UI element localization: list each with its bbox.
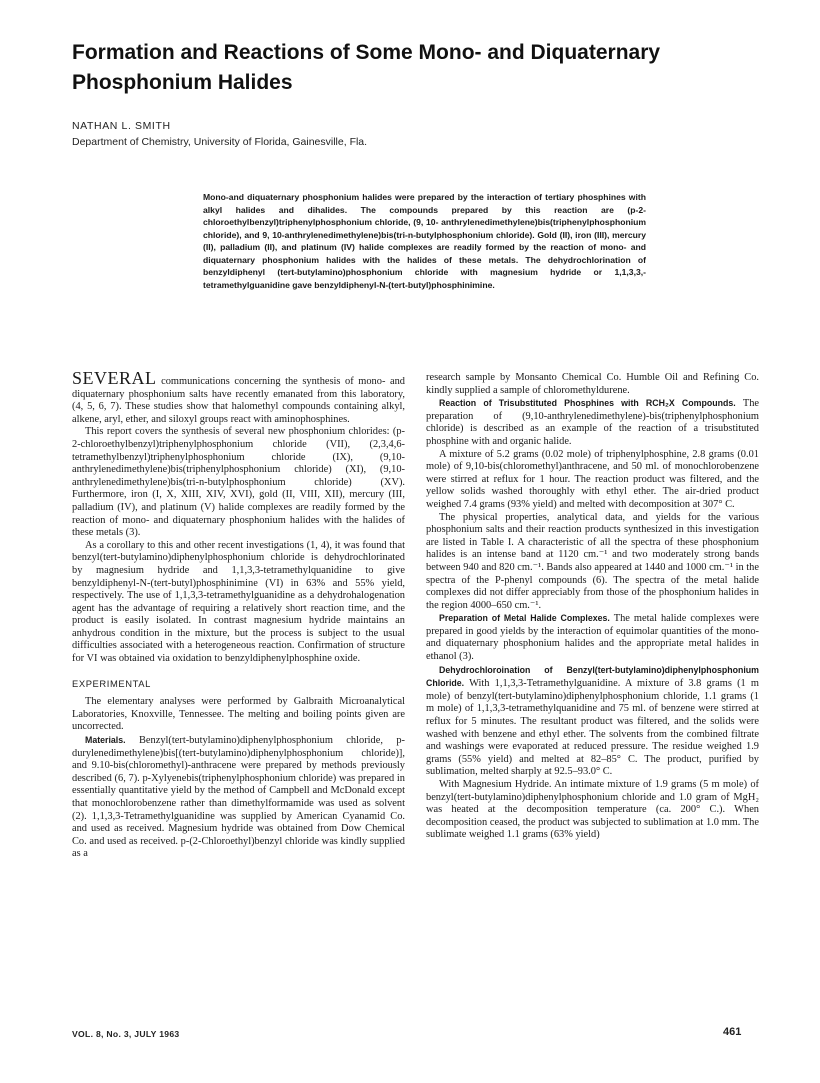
reaction-text: The preparation of (9,10-anthrylenedimethylene)-bis(triphenylphosphonium chloride) is described as an example of the reaction of a trisubstituted phosphine with and organic halide.: [426, 398, 759, 447]
dehydrochlorination-label: Dehydrochloroination of Benzyl(tert-butylamino)diphenylphosphonium Chloride.: [426, 664, 759, 689]
journal-footer: VOL. 8, No. 3, JULY 1963: [72, 1029, 180, 1039]
paragraph-metal-complexes: [426, 612, 759, 663]
author-name: NATHAN L. SMITH: [72, 120, 171, 132]
section-heading-experimental: EXPERIMENTAL: [72, 677, 151, 689]
paragraph-spectra: The physical properties, analytical data, and yields for the various phosphonium salts and their reaction products synthesized in this investigation are listed in Table I. A characteristic of all the spectra of these phosphonium halides is an intense band at 1120 cm.⁻¹ and two moderately strong bands between 940 and 820 cm.⁻¹. Bands also appeared at 1440 and 1000 cm.⁻¹ in the spectra of the P-phenyl compounds (6). The spectra of the metal halide complexes did not differ appreciably from those of the phosphonium halides in the region 4000–650 cm.⁻¹.: [426, 511, 759, 611]
paragraph-procedure: A mixture of 5.2 grams (0.02 mole) of triphenylphosphine, 2.8 grams (0.01 mole) of 9,10-bis(chloromethyl)anthracene, and 50 ml. of monochlorobenzene were stirred at reflux for 1 hour. The reaction product was filtered, and the yellow solids washed thoroughly with ethyl ether. The air-dried product weighed 7.4 grams (93% yield) and melted with decomposition at 307° C.: [426, 448, 759, 510]
article-title: Formation and Reactions of Some Mono- and Diquaternary Phosphonium Halides: [72, 41, 661, 94]
paragraph-scope: This report covers the synthesis of several new phosphonium chlorides: (p-2-chloroethylbenzyl)triphenylphosphonium chloride (VII), (2,3,4,6-tetramethylbenzyl)triphenylphosphonium chloride (IX), (9,10-anthrylenedimethylene)bis(triphenylphosphonium chloride) (XI), (9,10-anthrylenedimethylene)bis(tri-n-butylphosphonium chloride) (XV). Furthermore, iron (I, X, XIII, XIV, XVI), gold (II, VIII, XII), mercury (III, palladium (IV), and platinum (V) halide complexes are readily formed by the reaction of mono- and diquaternary phosphonium halides with the halides of these metals (3).: [72, 426, 405, 539]
metal-complexes-text: The metal halide complexes were prepared in good yields by the interaction of equimolar quantities of the mono- and diquaternary phosphonium halides and the appropriate metal halides in ethanol (3).: [426, 613, 759, 663]
materials-label: Materials.: [85, 735, 126, 746]
paragraph-materials: [72, 734, 405, 861]
intro-text: communications concerning the synthesis of mono- and diquaternary phosphonium salts have recently emanated from this laboratory, (4, 5, 6, 7). These studies show that halomethyl compounds containing alkyl, alkene, aryl, ether, and siloxyl groups react with aminophosphines.: [72, 376, 405, 425]
paragraph-analyses: The elementary analyses were performed by Galbraith Microanalytical Laboratories, Knoxville, Tennessee. The melting and boiling points given are uncorrected.: [72, 696, 405, 733]
drop-cap-word: SEVERAL: [72, 368, 157, 388]
dehydrochlorination-text: With 1,1,3,3-Tetramethylguanidine. A mixture of 3.8 grams (1 m mole) of benzyl(tert-butylamino)diphenylphosphonium chloride, 1.1 grams (1 m mole) of 1,1,3,3-tetramethylquanidine and 75 ml. of benzene were stirred at reflux for 5 minutes. The resultant product was filtered, and the solids were washed with benzene and ethyl ether. The solvents from the combined filtrate and washings were evaporated at reduced pressure. The residue weighed 1.9 grams (55% yield) and melted at 82–85° C. The product, purified by sublimation, melted sharply at 92.5–93.0° C.: [426, 678, 759, 778]
left-column: [72, 368, 405, 861]
intro-paragraph: [72, 368, 405, 426]
metal-complexes-label: Preparation of Metal Halide Complexes.: [439, 613, 610, 624]
page-number: 461: [723, 1026, 742, 1038]
author-affiliation: Department of Chemistry, University of Florida, Gainesville, Fla.: [72, 136, 368, 148]
reaction-label: Reaction of Trisubstituted Phosphines with RCH₂X Compounds.: [439, 398, 736, 409]
paragraph-corollary: As a corollary to this and other recent investigations (1, 4), it was found that benzyl(tert-butylamino)diphenylphosphonium chloride is dehydrochlorinated by magnesium hydride and 1,1,3,3-tetramethylquanidine to give benzyldiphenyl-N-(tert-butyl)phosphinimine (VI) in 63% and 55% yield, respectively. The use of 1,1,3,3-tetramethylguanidine as a dehydrohalogenation agent has the advantage of requiring a relatively short reaction time, and the product is easily isolated. In contrast magnesium hydride maintains an anhydrous condition in the mixture, but the process is subject to the usual difficulties associated with a heterogeneous reaction. Confirmation of structure for VI was obtained via oxidation to benzyldiphenylphosphine oxide.: [72, 539, 405, 665]
right-column: [426, 372, 759, 842]
paragraph-continued: research sample by Monsanto Chemical Co. Humble Oil and Refining Co. kindly supplied a sample of chloromethyldurene.: [426, 372, 759, 396]
paragraph-dehydrochlorination: [426, 664, 759, 779]
paragraph-reaction: [426, 397, 759, 448]
materials-text: Benzyl(tert-butylamino)diphenylphosphonium chloride, p-durylenedimethylene)bis[(tert-butylamino)diphenylphosphonium chloride)], and 9.10-bis(chloromethyl)-anthracene were prepared by methods previously described (6, 7). p-Xylyenebis(triphenylphosphonium chloride) was prepared in essentially quantitative yield by the method of Campbell and McDonald except that monochlorobenzene rather than dimethylformamide was used as solvent (2). 1,1,3,3-Tetramethylguanidine was supplied by American Cyanamid Co. and used as received. Magnesium hydride was obtained from Dow Chemical Co. and used as received. p-(2-Chloroethyl)benzyl chloride was kindly supplied as a: [72, 735, 405, 860]
abstract: Mono-and diquaternary phosphonium halides were prepared by the interaction of tertiary phosphines with alkyl halides and dihalides. The compounds prepared by this reaction are (p-2-chloroethylbenzyl)triphenylphosphonium chloride, (9, 10- anthrylenedimethylene)bis(triphenylphosphonium chloride), and 9, 10-anthrylenedimethylene)bis(tri-n-butylphosphonium chloride). Gold (II), iron (III), mercury (II), palladium (II), and platinum (IV) halide complexes are readily formed by the reaction of mono- and diquaternary phosphonium halides with the halides of these metals. The dehydrochlorination of benzyldiphenyl (tert-butylamino)phosphonium chloride with magnesium hydride or 1,1,3,3,-tetramethylguanidine gave benzyldiphenyl-N-(tert-butyl)phosphinimine.: [203, 192, 646, 290]
paragraph-magnesium-hydride: With Magnesium Hydride. An intimate mixture of 1.9 grams (5 m mole) of benzyl(tert-butylamino)diphenylphosphonium chloride and 1.0 gram of MgH₂ was heated at the decomposition temperature (ca. 200° C.). When decomposition ceased, the product was subjected to sublimation at 1.0 mm. The sublimate weighed 1.1 grams (63% yield): [426, 779, 759, 841]
